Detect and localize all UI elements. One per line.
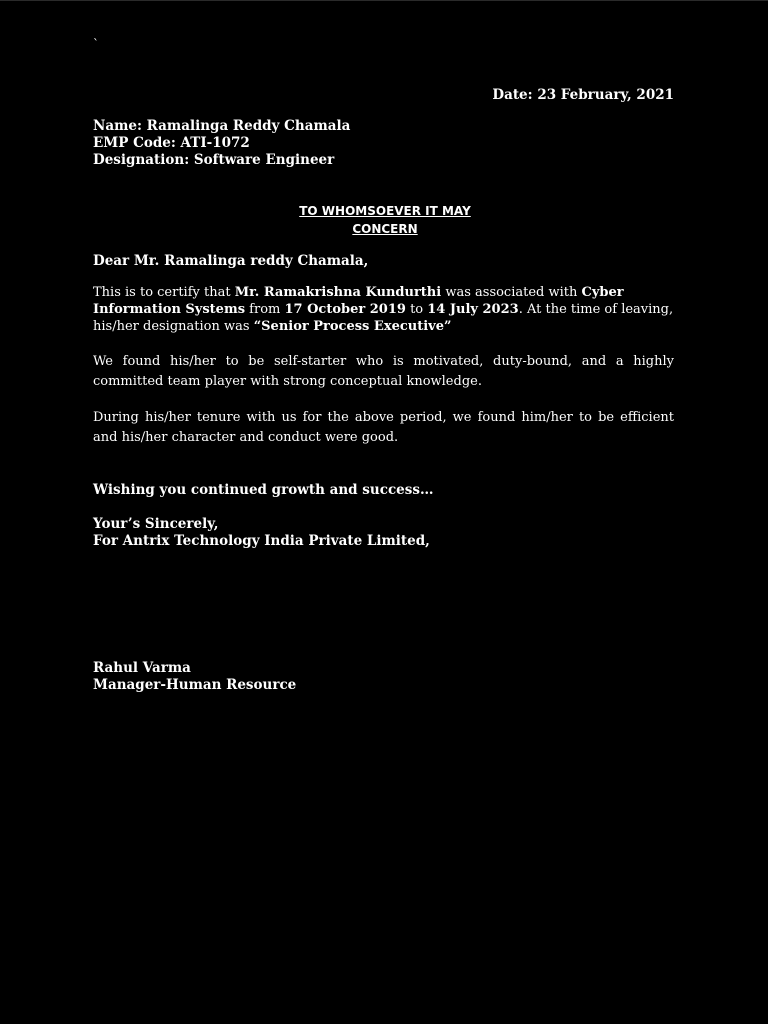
signatory-title: Manager-Human Resource [93, 677, 297, 693]
employee-designation: Designation: Software Engineer [93, 152, 335, 168]
closing-block [93, 516, 430, 550]
salutation: Dear Mr. Ramalinga reddy Chamala, [93, 253, 369, 269]
signatory-block [93, 660, 296, 694]
signatory-name: Rahul Varma [93, 660, 191, 676]
p1-text-1: This is to certify that [93, 285, 235, 300]
employee-name: Name: Ramalinga Reddy Chamala [93, 118, 351, 134]
p1-text-4: to [405, 302, 428, 317]
end-date: 14 July 2023 [427, 302, 519, 317]
subject-line-2: CONCERN [352, 222, 418, 236]
closing-company: For Antrix Technology India Private Limited, [93, 533, 430, 549]
wishing-line: Wishing you continued growth and success… [93, 482, 434, 498]
company-name: Cyber Information Systems [93, 285, 624, 317]
stray-mark: ` [93, 37, 99, 51]
employee-info [93, 118, 350, 169]
closing-sincerely: Your’s Sincerely, [93, 516, 219, 532]
final-designation: “Senior Process Executive” [253, 319, 452, 334]
conduct-paragraph: During his/her tenure with us for the above period, we found him/her to be efficient and his/her character and conduct were good. [93, 410, 674, 445]
top-divider [0, 0, 768, 1]
subject-line-1: TO WHOMSOEVER IT MAY [299, 204, 471, 218]
p1-text-3: from [245, 302, 285, 317]
employee-code: EMP Code: ATI-1072 [93, 135, 250, 151]
p1-text-5: . At the time of leaving, his/her designation was [93, 302, 674, 334]
employee-full-name: Mr. Ramakrishna Kundurthi [234, 285, 442, 300]
qualities-paragraph: We found his/her to be self-starter who is motivated, duty-bound, and a highly committed team player with strong conceptual knowledge. [93, 354, 674, 389]
certification-paragraph [93, 284, 674, 335]
letter-date: Date: 23 February, 2021 [492, 87, 674, 103]
letter-subject [290, 202, 480, 238]
p1-text-2: was associated with [441, 285, 582, 300]
start-date: 17 October 2019 [284, 302, 406, 317]
